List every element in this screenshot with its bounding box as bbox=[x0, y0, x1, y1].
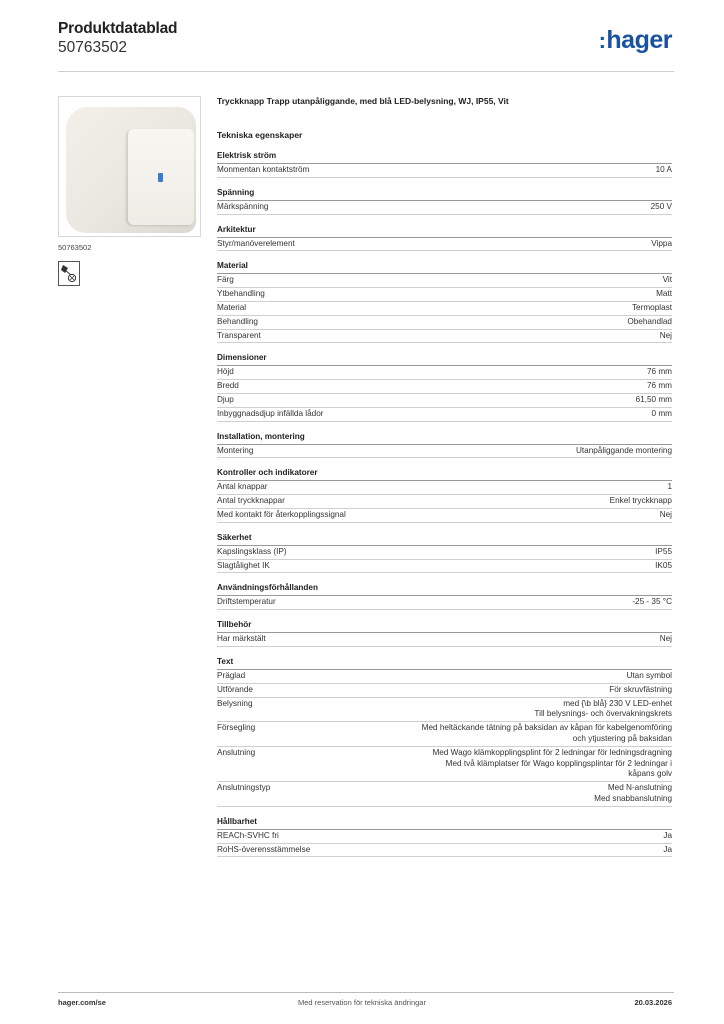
spec-value-line: 1 bbox=[667, 482, 672, 492]
spec-row bbox=[217, 844, 672, 858]
spec-row bbox=[217, 670, 672, 684]
spec-label: Har märkstält bbox=[217, 634, 266, 644]
spec-row bbox=[217, 596, 672, 610]
spec-row bbox=[217, 445, 672, 459]
spec-value bbox=[632, 303, 672, 314]
header-divider bbox=[58, 71, 674, 72]
spec-value bbox=[651, 202, 672, 213]
hager-logo: :hager bbox=[598, 26, 672, 54]
section-title: Säkerhet bbox=[217, 532, 672, 546]
spec-label: Inbyggnadsdjup infällda lådor bbox=[217, 408, 324, 418]
spec-row bbox=[217, 698, 672, 723]
spec-value bbox=[656, 165, 672, 176]
spec-value bbox=[663, 845, 672, 856]
spec-row bbox=[217, 316, 672, 330]
spec-row bbox=[217, 238, 672, 252]
spec-section bbox=[217, 619, 672, 647]
spec-row bbox=[217, 288, 672, 302]
spec-sections bbox=[217, 150, 672, 857]
spec-row bbox=[217, 830, 672, 844]
spec-section bbox=[217, 431, 672, 459]
spec-label: Belysning bbox=[217, 698, 253, 708]
spec-value bbox=[432, 748, 672, 780]
spec-value-line: kåpans golv bbox=[628, 769, 672, 779]
spec-value-line: Enkel tryckknapp bbox=[609, 496, 672, 506]
spec-value-line: Obehandlad bbox=[627, 316, 672, 326]
spec-value bbox=[647, 367, 672, 378]
product-number: 50763502 bbox=[58, 39, 127, 56]
spec-label: Slagtålighet IK bbox=[217, 560, 270, 570]
spec-value-line: För skruvfästning bbox=[609, 684, 672, 694]
spec-row bbox=[217, 509, 672, 523]
spec-value-line: 0 mm bbox=[651, 408, 672, 418]
spec-label: Montering bbox=[217, 445, 254, 455]
spec-label: Försegling bbox=[217, 723, 256, 733]
spec-section bbox=[217, 150, 672, 178]
spec-label: Präglad bbox=[217, 670, 246, 680]
spec-value bbox=[627, 317, 672, 328]
spec-row bbox=[217, 366, 672, 380]
section-title: Installation, montering bbox=[217, 431, 672, 445]
section-title: Arkitektur bbox=[217, 224, 672, 238]
spec-section bbox=[217, 656, 672, 807]
spec-row bbox=[217, 394, 672, 408]
spec-value-line: Termoplast bbox=[631, 302, 672, 312]
section-title: Material bbox=[217, 260, 672, 274]
document-header bbox=[58, 20, 177, 57]
spec-value-line: Nej bbox=[659, 634, 672, 644]
spec-row bbox=[217, 164, 672, 178]
spec-value-line: 250 V bbox=[650, 201, 672, 211]
spec-label: Driftstemperatur bbox=[217, 597, 276, 607]
spec-label: Kapslingsklass (IP) bbox=[217, 546, 287, 556]
spec-value bbox=[656, 289, 672, 300]
spec-value bbox=[652, 409, 672, 420]
spec-label: Höjd bbox=[217, 367, 234, 377]
spec-section bbox=[217, 352, 672, 421]
spec-row bbox=[217, 274, 672, 288]
spec-value bbox=[667, 482, 672, 493]
spec-label: Utförande bbox=[217, 684, 253, 694]
footer-divider bbox=[58, 992, 674, 993]
spec-label: Bredd bbox=[217, 381, 239, 391]
spec-value bbox=[651, 239, 672, 250]
spec-value-line: Nej bbox=[659, 330, 672, 340]
spec-section bbox=[217, 224, 672, 252]
spec-row bbox=[217, 747, 672, 782]
spec-row bbox=[217, 633, 672, 647]
spec-row bbox=[217, 722, 672, 747]
spec-value-line: Med snabbanslutning bbox=[594, 793, 672, 803]
spec-value bbox=[609, 685, 672, 696]
spec-section bbox=[217, 467, 672, 522]
spec-value-line: 76 mm bbox=[646, 367, 672, 377]
spec-value bbox=[663, 275, 672, 286]
spec-section bbox=[217, 260, 672, 343]
spec-value-line: -25 - 35 °C bbox=[632, 597, 672, 607]
section-title: Hållbarhet bbox=[217, 816, 672, 830]
spec-row bbox=[217, 330, 672, 344]
spec-value-line: och ytjustering på baksidan bbox=[572, 733, 672, 743]
section-title: Elektrisk ström bbox=[217, 150, 672, 164]
spec-label: Anslutning bbox=[217, 747, 256, 757]
section-title: Spänning bbox=[217, 187, 672, 201]
section-title: Tillbehör bbox=[217, 619, 672, 633]
spec-value-line: Med två klämplatser för Wago kopplingsplintar för 2 ledningar i bbox=[445, 758, 672, 768]
footer-website: hager.com/se bbox=[58, 998, 106, 1007]
spec-value-line: Ja bbox=[663, 830, 672, 840]
spec-value bbox=[534, 699, 672, 721]
spec-value-line: Vippa bbox=[651, 238, 672, 248]
section-title: Text bbox=[217, 656, 672, 670]
spec-value bbox=[576, 446, 672, 457]
spec-label: Märkspänning bbox=[217, 201, 269, 211]
spec-value bbox=[626, 671, 672, 682]
spec-label: Material bbox=[217, 302, 247, 312]
spec-value bbox=[594, 783, 672, 805]
spec-label: Anslutningstyp bbox=[217, 783, 271, 793]
spec-row bbox=[217, 408, 672, 422]
spec-value-line: Matt bbox=[656, 289, 672, 299]
spec-label: Antal tryckknappar bbox=[217, 496, 285, 506]
spec-row bbox=[217, 302, 672, 316]
spec-label: Transparent bbox=[217, 330, 261, 340]
document-title: Produktdatablad bbox=[58, 20, 178, 37]
spec-value-line: Med N-anslutning bbox=[607, 783, 672, 793]
spec-row bbox=[217, 380, 672, 394]
spec-label: REACh-SVHC fri bbox=[217, 830, 279, 840]
section-title: Kontroller och indikatorer bbox=[217, 467, 672, 481]
spec-label: Djup bbox=[217, 394, 234, 404]
spec-value-line: Ja bbox=[663, 844, 672, 854]
spec-section bbox=[217, 816, 672, 858]
spec-value bbox=[647, 381, 672, 392]
spec-value-line: Nej bbox=[659, 509, 672, 519]
spec-label: Styr/manöverelement bbox=[217, 238, 295, 248]
spec-value bbox=[632, 597, 672, 608]
product-description: Tryckknapp Trapp utanpåliggande, med blå LED-belysning, WJ, IP55, Vit bbox=[217, 96, 509, 106]
spec-value bbox=[655, 561, 672, 572]
technical-properties-heading: Tekniska egenskaper bbox=[217, 130, 303, 140]
footer-date: 20.03.2026 bbox=[634, 998, 672, 1007]
spec-label: Ytbehandling bbox=[217, 289, 265, 299]
spec-value-line: Med heltäckande tätning på baksidan av kåpan för kabelgenomföring bbox=[421, 723, 672, 733]
section-title: Dimensioner bbox=[217, 352, 672, 366]
switch-rocker bbox=[128, 129, 194, 225]
spec-value bbox=[660, 510, 672, 521]
spec-value bbox=[422, 723, 672, 745]
spec-value-line: Vit bbox=[662, 275, 672, 285]
spec-label: Monmentan kontaktström bbox=[217, 165, 310, 174]
spec-row bbox=[217, 684, 672, 698]
spec-value bbox=[636, 395, 672, 406]
spec-label: Behandling bbox=[217, 316, 258, 326]
image-caption: 50763502 bbox=[58, 243, 92, 252]
spec-value-line: 10 A bbox=[655, 165, 672, 174]
spec-value-line: 76 mm bbox=[646, 381, 672, 391]
spec-value bbox=[660, 634, 672, 645]
spec-value bbox=[610, 496, 672, 507]
spec-row bbox=[217, 481, 672, 495]
surface-mounting-icon bbox=[58, 261, 80, 286]
spec-label: RoHS-överensstämmelse bbox=[217, 844, 311, 854]
spec-value-line: Utan symbol bbox=[626, 670, 672, 680]
spec-value-line: 61,50 mm bbox=[635, 394, 672, 404]
spec-label: Antal knappar bbox=[217, 482, 268, 492]
spec-value bbox=[663, 831, 672, 842]
spec-value-line: IK05 bbox=[655, 560, 672, 570]
spec-row bbox=[217, 201, 672, 215]
spec-section bbox=[217, 582, 672, 610]
footer-note: Med reservation för tekniska ändringar bbox=[298, 998, 426, 1007]
product-image bbox=[58, 96, 201, 237]
spec-value-line: Utanpåliggande montering bbox=[575, 445, 672, 455]
led-indicator bbox=[158, 173, 163, 182]
spec-row bbox=[217, 560, 672, 574]
section-title: Användningsförhållanden bbox=[217, 582, 672, 596]
spec-value-line: IP55 bbox=[655, 546, 672, 556]
logo-text: hager bbox=[606, 26, 672, 54]
spec-value bbox=[660, 331, 672, 342]
switch-housing bbox=[66, 107, 196, 233]
spec-value-line: Till belysnings- och övervakningskrets bbox=[534, 709, 672, 719]
spec-section bbox=[217, 532, 672, 574]
spec-label: Färg bbox=[217, 275, 234, 285]
spec-value-line: med {\b blå} 230 V LED-enhet bbox=[563, 698, 672, 708]
spec-section bbox=[217, 187, 672, 215]
spec-row bbox=[217, 495, 672, 509]
product-specification bbox=[217, 96, 672, 857]
spec-label: Med kontakt för återkopplingssignal bbox=[217, 509, 346, 519]
spec-row bbox=[217, 782, 672, 807]
spec-row bbox=[217, 546, 672, 560]
spec-value-line: Med Wago klämkopplingsplint för 2 ledningar för ledningsdragning bbox=[432, 747, 672, 757]
spec-value bbox=[655, 547, 672, 558]
